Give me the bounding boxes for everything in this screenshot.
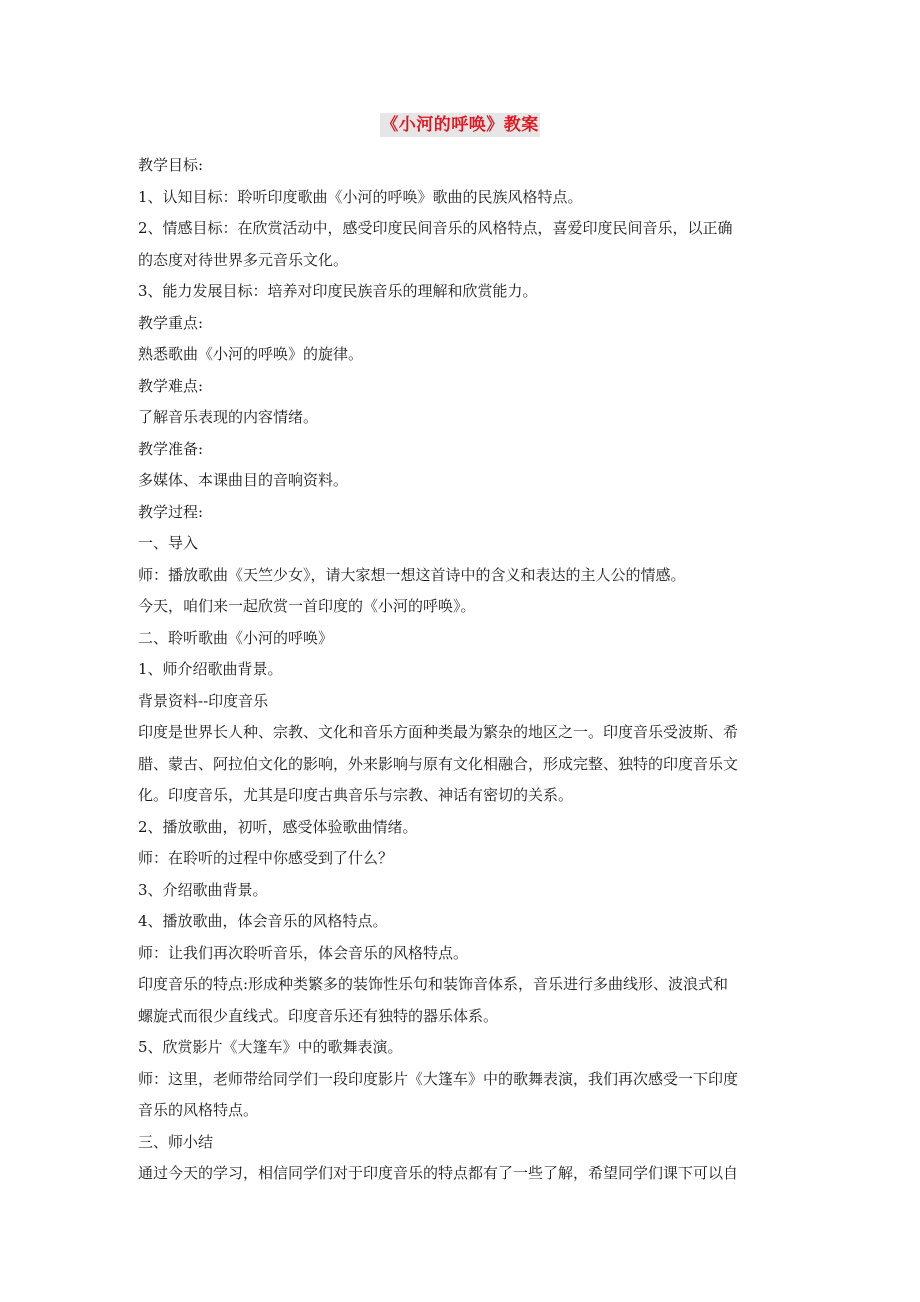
title-container [0,113,920,137]
text-line: 教学准备: [138,439,204,458]
text-line: 师：播放歌曲《天竺少女》，请大家想一想这首诗中的含义和表达的主人公的情感。 [138,565,686,584]
text-line: 2、情感目标：在欣赏活动中，感受印度民间音乐的风格特点，喜爱印度民间音乐，以正确 [138,219,733,237]
text-line: 教学目标: [138,156,204,174]
text-line: 背景资料--印度音乐 [138,691,269,710]
document-body [138,150,786,1190]
text-line: 教学过程: [138,502,204,521]
text-line: 二、聆听歌曲《小河的呼唤》 [138,628,334,647]
text-line: 今天，咱们来一起欣赏一首印度的《小河的呼唤》。 [138,597,476,615]
text-line: 师：让我们再次聆听音乐，体会音乐的风格特点。 [138,943,469,962]
text-line: 印度是世界长人种、宗教、文化和音乐方面种类最为繁杂的地区之一。印度音乐受波斯、希 [138,723,739,741]
text-line: 师：在聆听的过程中你感受到了什么？ [138,849,394,867]
text-line: 1、认知目标：聆听印度歌曲《小河的呼唤》歌曲的民族风格特点。 [138,187,583,206]
text-line: 熟悉歌曲《小河的呼唤》的旋律。 [138,345,364,363]
text-line: 三、师小结 [138,1132,214,1151]
text-line: 的态度对待世界多元音乐文化。 [138,250,349,269]
text-line: 4、播放歌曲，体会音乐的风格特点。 [138,912,388,930]
text-line: 多媒体、本课曲目的音响资料。 [138,471,349,489]
text-line: 师：这里，老师带给同学们一段印度影片《大篷车》中的歌舞表演，我们再次感受一下印度 [138,1069,739,1088]
document-title: 《小河的呼唤》教案 [381,115,539,135]
text-line: 了解音乐表现的内容情绪。 [138,408,319,426]
text-line: 5、欣赏影片《大篷车》中的歌舞表演。 [138,1038,403,1056]
text-line: 一、导入 [138,534,199,552]
text-line: 教学难点: [138,376,204,395]
text-line: 3、介绍歌曲背景。 [138,880,268,899]
text-line: 腊、蒙古、阿拉伯文化的影响，外来影响与原有文化相融合，形成完整、独特的印度音乐文 [138,754,739,773]
text-line: 2、播放歌曲，初听，感受体验歌曲情绪。 [138,817,418,836]
text-line: 3、能力发展目标：培养对印度民族音乐的理解和欣赏能力。 [138,282,538,300]
text-line: 1、师介绍歌曲背景。 [138,660,283,678]
text-line: 教学重点: [138,313,204,332]
text-line: 印度音乐的特点:形成种类繁多的装饰性乐句和装饰音体系，音乐进行多曲线形、波浪式和 [138,975,729,993]
text-line: 音乐的风格特点。 [138,1101,259,1119]
text-line: 通过今天的学习，相信同学们对于印度音乐的特点都有了一些了解，希望同学们课下可以自 [138,1164,739,1182]
text-line: 螺旋式而很少直线式。印度音乐还有独特的器乐体系。 [138,1006,499,1025]
text-line: 化。印度音乐，尤其是印度古典音乐与宗教、神话有密切的关系。 [138,786,574,804]
